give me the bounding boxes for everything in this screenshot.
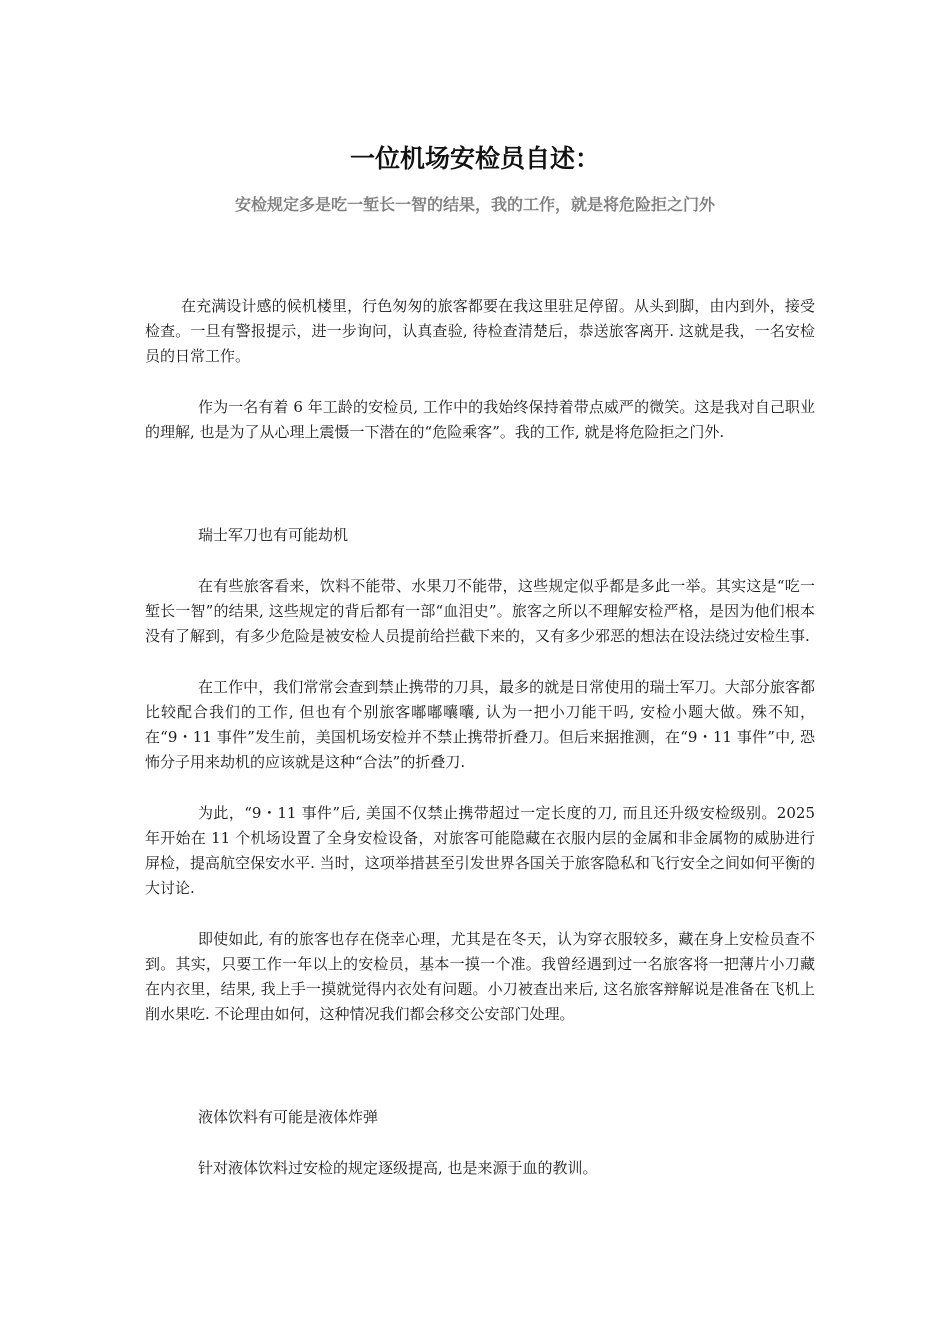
document-title: 一位机场安检员自述：	[349, 144, 600, 173]
intro-paragraph: 作为一名有着 6 年工龄的安检员, 工作中的我始终保持着带点威严的微笑。这是我对自己职业的理解, 也是为了从心理上震慑一下潜在的“危险乘客”。我的工作, 就是将危险拒之门外.	[145, 398, 815, 441]
intro-paragraph: 在充满设计感的候机楼里，行色匆匆的旅客都要在我这里驻足停留。从头到脚，由内到外，接受检查。一旦有警报提示，进一步询问，认真查验, 待检查清楚后，恭送旅客离开. 这就是我，一名安检员的日常工作。	[145, 297, 815, 365]
section-spacer	[145, 471, 815, 523]
section-heading-liquid: 液体饮料有可能是液体炸弹	[198, 1108, 379, 1126]
section-paragraph: 即使如此, 有的旅客也存在侥幸心理，尤其是在冬天，认为穿衣服较多，藏在身上安检员查不到。其实，只要工作一年以上的安检员，基本一摸一个准。我曾经遇到过一名旅客将一把薄片小刀藏在内衣里，结果, 我上手一摸就觉得内衣处有问题。小刀被查出来后, 这名旅客辩解说是准备在飞机上削水果吃. 不论理由如何，这种情况我们都会移交公安部门处理。	[145, 930, 815, 1023]
section-paragraph: 在有些旅客看来，饮料不能带、水果刀不能带，这些规定似乎都是多此一举。其实这是“吃一堑长一智”的结果, 这些规定的背后都有一部“血泪史”。旅客之所以不理解安检严格，是因为他们根本没有了解到，有多少危险是被安检人员提前给拦截下来的，又有多少邪恶的想法在设法绕过安检生事.	[145, 577, 815, 645]
section-paragraph: 为此，“9・11 事件”后, 美国不仅禁止携带超过一定长度的刀, 而且还升级安检级别。2025 年开始在 11 个机场设置了全身安检设备，对旅客可能隐藏在衣服内层的金属和非金属物的威胁进行屏检，提高航空保安水平. 当时，这项举措甚至引发世界各国关于旅客隐私和飞行安全之间如何平衡的大讨论.	[145, 804, 815, 897]
document-subtitle: 安检规定多是吃一堑长一智的结果，我的工作，就是将危险拒之门外	[234, 195, 715, 214]
section-spacer	[145, 1053, 815, 1105]
section-heading-knife: 瑞士军刀也有可能劫机	[198, 526, 349, 544]
article-body	[145, 294, 815, 1207]
section-paragraph: 在工作中，我们常常会查到禁止携带的刀具，最多的就是日常使用的瑞士军刀。大部分旅客都比较配合我们的工作, 但也有个别旅客嘟嘟囔囔, 认为一把小刀能干吗, 安检小题大做。殊不知，在“9・11 事件”发生前，美国机场安检并不禁止携带折叠刀。但后来据推测，在“9・11 事件”中, 恐怖分子用来劫机的应该就是这种“合法”的折叠刀.	[145, 678, 815, 771]
section-paragraph: 针对液体饮料过安检的规定逐级提高, 也是来源于血的教训。	[198, 1159, 598, 1177]
